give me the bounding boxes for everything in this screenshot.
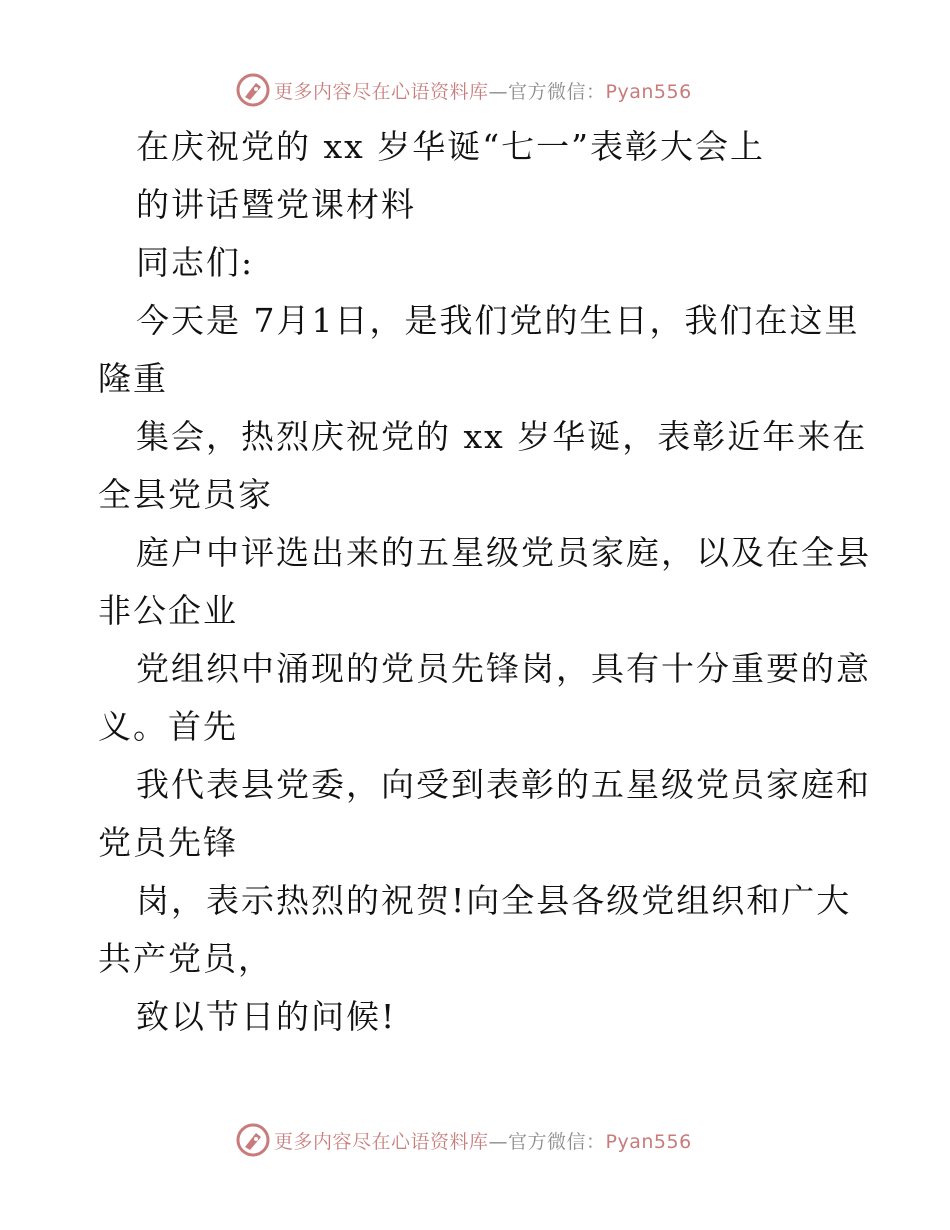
document-line: 共产党员，	[98, 939, 273, 978]
document-line: 致以节日的问候!	[136, 997, 397, 1036]
document-line: 庭户中评选出来的五星级党员家庭，以及在全县	[136, 533, 871, 572]
banner-wechat-label: —官方微信：	[488, 80, 606, 103]
document-body	[98, 118, 871, 1046]
document-line: 岗，表示热烈的祝贺!向全县各级党组织和广大	[136, 881, 852, 920]
header-watermark-banner	[236, 72, 716, 108]
banner-wechat-id: Pyan556	[605, 1130, 692, 1153]
document-line: 在庆祝党的 xx 岁华诞“七一”表彰大会上	[136, 127, 765, 166]
document-line: 的讲话暨党课材料	[136, 185, 416, 224]
document-line: 全县党员家	[98, 475, 273, 514]
banner-title: 更多内容尽在心语资料库	[274, 1130, 489, 1153]
banner-text	[274, 77, 692, 104]
banner-title: 更多内容尽在心语资料库	[274, 80, 489, 103]
document-line: 集会，热烈庆祝党的 xx 岁华诞，表彰近年来在	[136, 417, 868, 456]
pen-nib-logo-icon	[236, 1123, 270, 1157]
document-line: 今天是 7月1日，是我们党的生日，我们在这里	[136, 301, 860, 340]
banner-wechat-id: Pyan556	[605, 80, 692, 103]
document-line: 党组织中涌现的党员先锋岗，具有十分重要的意	[136, 649, 871, 688]
document-line: 非公企业	[98, 591, 238, 630]
document-line: 党员先锋	[98, 823, 238, 862]
banner-text	[274, 1127, 692, 1154]
pen-nib-logo-icon	[236, 73, 270, 107]
document-line: 义。首先	[98, 707, 238, 746]
document-line: 我代表县党委，向受到表彰的五星级党员家庭和	[136, 765, 871, 804]
footer-watermark-banner	[236, 1122, 716, 1158]
document-line: 同志们:	[136, 243, 255, 282]
banner-wechat-label: —官方微信：	[488, 1130, 606, 1153]
document-line: 隆重	[98, 359, 168, 398]
